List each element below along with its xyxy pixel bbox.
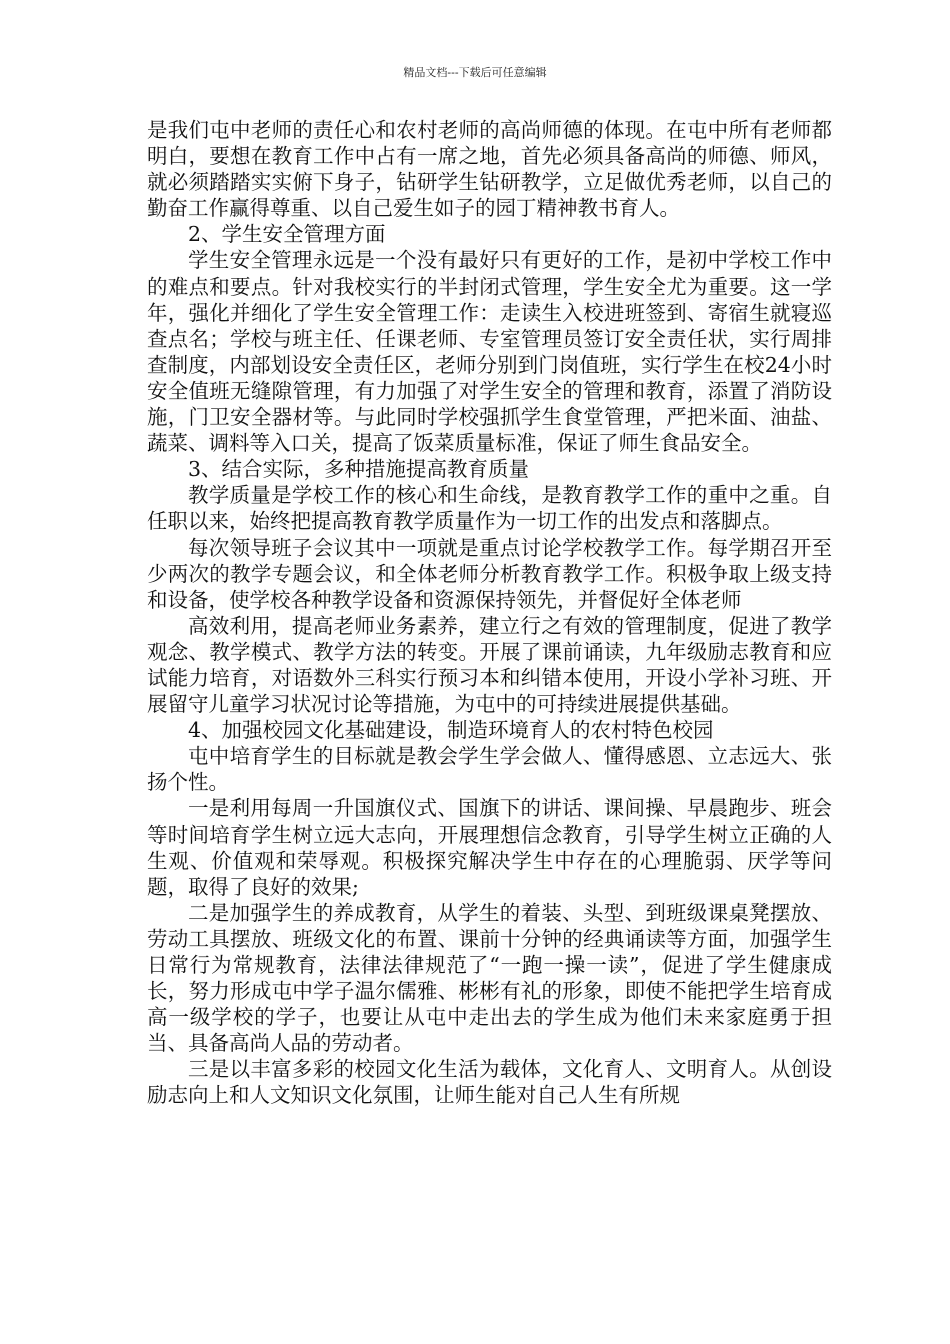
document-body [147,117,832,1109]
paragraph: 一是利用每周一升国旗仪式、国旗下的讲话、课间操、早晨跑步、班会等时间培育学生树立远大志向，开展理想信念教育，引导学生树立正确的人生观、价值观和荣辱观。积极探究解决学生中存在的心理脆弱、厌学等问题，取得了良好的效果; [147,796,832,899]
paragraph: 屯中培育学生的目标就是教会学生学会做人、懂得感恩、立志远大、张扬个性。 [147,744,832,795]
paragraph: 三是以丰富多彩的校园文化生活为载体，文化育人、文明育人。从创设励志向上和人文知识文化氛围，让师生能对自己人生有所规 [147,1057,832,1108]
page-header: 精品文档---下载后可任意编辑 [403,66,547,79]
paragraph: 学生安全管理永远是一个没有最好只有更好的工作，是初中学校工作中的难点和要点。针对我校实行的半封闭式管理，学生安全尤为重要。这一学年，强化并细化了学生安全管理工作：走读生入校进班签到、寄宿生就寝巡查点名；学校与班主任、任课老师、专室管理员签订安全责任状，实行周排查制度，内部划设安全责任区，老师分别到门岗值班，实行学生在校24小时安全值班无缝隙管理，有力加强了对学生安全的管理和教育，添置了消防设施，门卫安全器材等。与此同时学校强抓学生食堂管理，严把米面、油盐、蔬菜、调料等入口关，提高了饭菜质量标准，保证了师生食品安全。 [147,248,832,456]
paragraph: 是我们屯中老师的责任心和农村老师的高尚师德的体现。在屯中所有老师都明白，要想在教育工作中占有一席之地，首先必须具备高尚的师德、师风，就必须踏踏实实俯下身子，钻研学生钻研教学，立足做优秀老师，以自己的勤奋工作赢得尊重、以自己爱生如子的园丁精神教书育人。 [147,118,832,221]
paragraph: 高效利用，提高老师业务素养，建立行之有效的管理制度，促进了教学观念、教学模式、教学方法的转变。开展了课前诵读，九年级励志教育和应试能力培育，对语数外三科实行预习本和纠错本使用，开设小学补习班、开展留守儿童学习状况讨论等措施，为屯中的可持续进展提供基础。 [147,613,832,717]
section-heading: 3、结合实际，多种措施提高教育质量 [188,457,530,482]
section-heading: 2、学生安全管理方面 [188,222,386,247]
section-heading: 4、加强校园文化基础建设，制造环境育人的农村特色校园 [188,718,714,743]
paragraph: 教学质量是学校工作的核心和生命线，是教育教学工作的重中之重。自任职以来，始终把提高教育教学质量作为一切工作的出发点和落脚点。 [147,483,832,534]
paragraph: 每次领导班子会议其中一项就是重点讨论学校教学工作。每学期召开至少两次的教学专题会议，和全体老师分析教育教学工作。积极争取上级支持和设备，使学校各种教学设备和资源保持领先，并督促好全体老师 [147,535,832,612]
paragraph: 二是加强学生的养成教育，从学生的着装、头型、到班级课桌凳摆放、劳动工具摆放、班级文化的布置、课前十分钟的经典诵读等方面，加强学生日常行为常规教育，法律法律规范了“一跑一操一读”，促进了学生健康成长，努力形成屯中学子温尔儒雅、彬彬有礼的形象，即使不能把学生培育成高一级学校的学子，也要让从屯中走出去的学生成为他们未来家庭勇于担当、具备高尚人品的劳动者。 [147,900,832,1056]
